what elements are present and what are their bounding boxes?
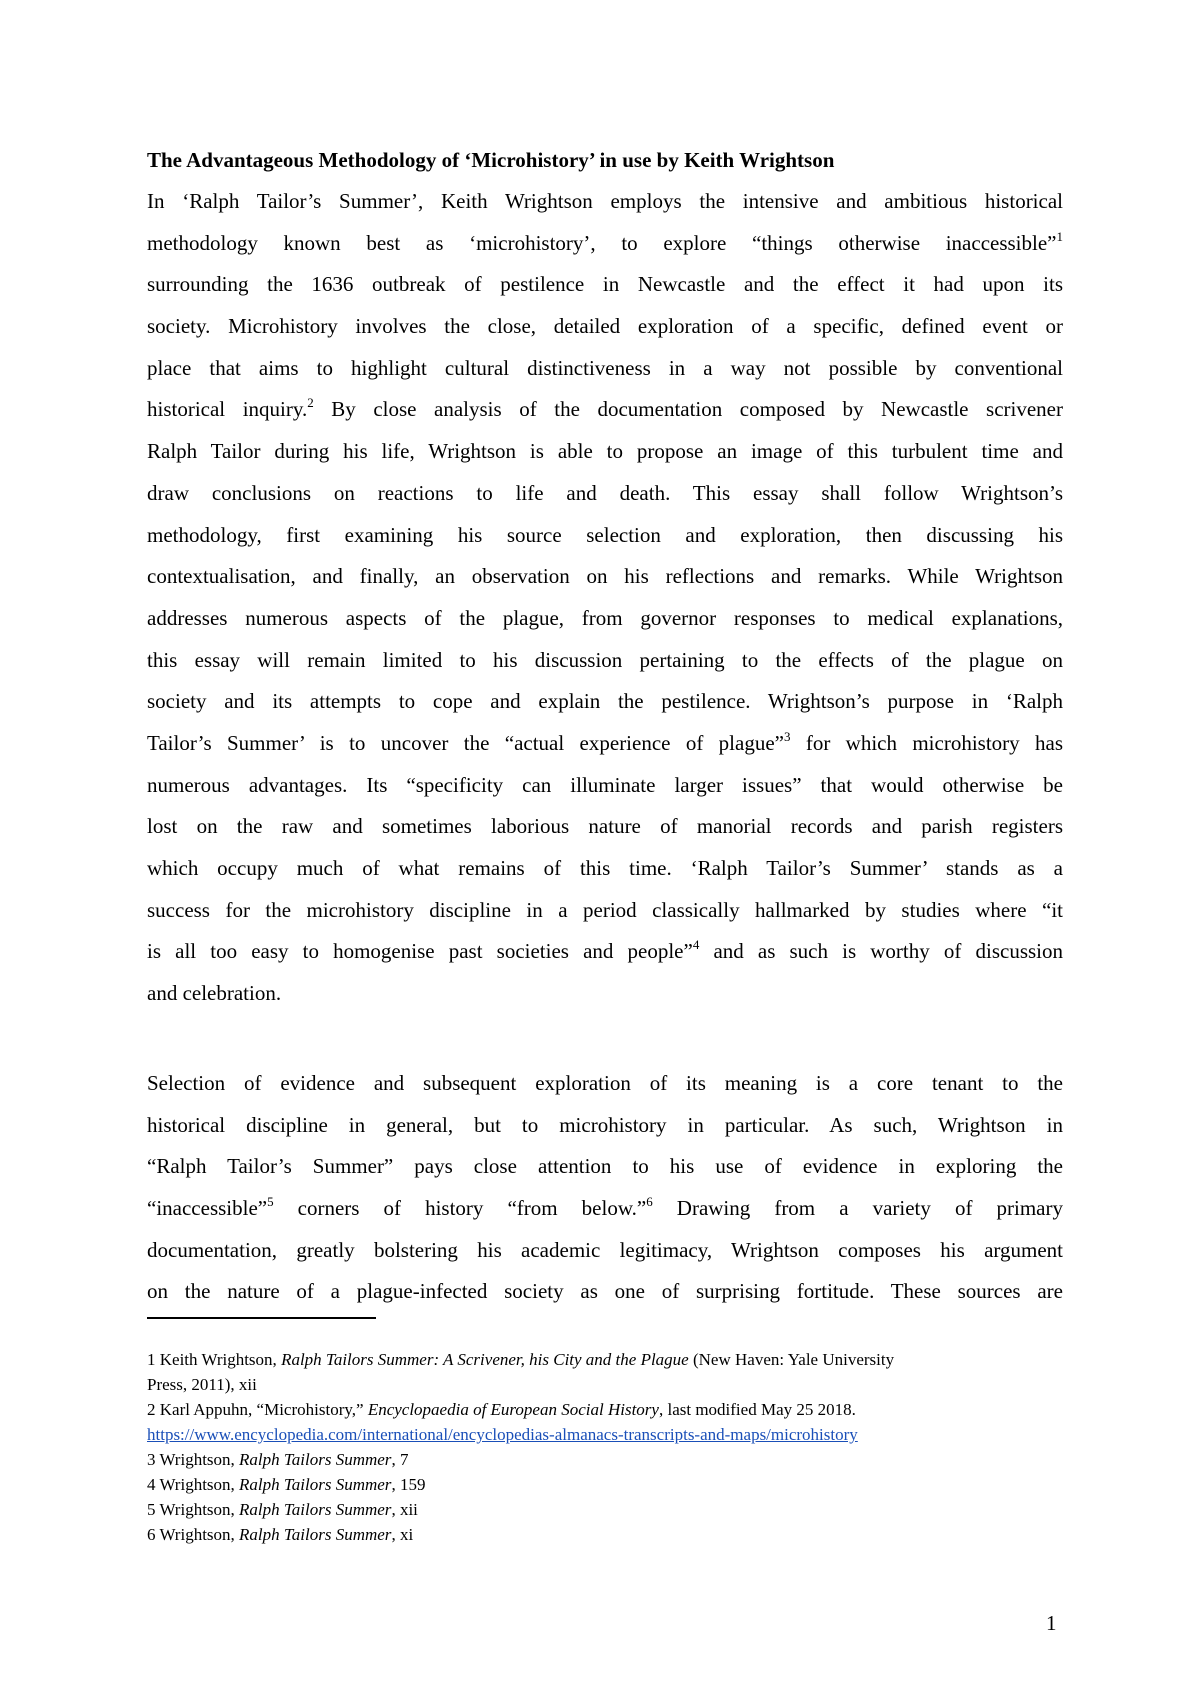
footnote-ref[interactable]: 6 xyxy=(646,1194,653,1210)
text-run: Tailor’s Summer’ is to uncover the “actual experience of plague” xyxy=(147,730,784,755)
footnote-title: Encyclopaedia of European Social History xyxy=(367,1400,659,1419)
footnote-separator xyxy=(147,1317,376,1319)
footnote-title: Ralph Tailors Summer xyxy=(239,1525,392,1544)
text-line xyxy=(147,765,1063,807)
text-run: society and its attempts to cope and explain the pestilence. Wrightson’s purpose in ‘Ralph xyxy=(147,689,1063,714)
document-title: The Advantageous Methodology of ‘Microhistory’ in use by Keith Wrightson xyxy=(147,148,835,172)
text-run: historical inquiry. xyxy=(147,397,308,422)
footnote-item xyxy=(147,1347,1067,1397)
footnote-text: , xii xyxy=(391,1500,418,1519)
text-line xyxy=(147,181,1063,223)
paragraph-2 xyxy=(147,1063,1063,1313)
text-line xyxy=(147,598,1063,640)
text-run: Selection of evidence and subsequent exploration of its meaning is a core tenant to the xyxy=(147,1071,1063,1095)
footnote-item xyxy=(147,1472,1067,1497)
footnote-ref[interactable]: 2 xyxy=(307,395,314,411)
text-line xyxy=(147,473,1063,515)
text-line xyxy=(147,1230,1063,1272)
text-line xyxy=(147,723,1063,765)
text-run: place that aims to highlight cultural distinctiveness in a way not possible by conventional xyxy=(147,355,1063,380)
text-run: numerous advantages. Its “specificity can illuminate larger issues” that would otherwise be xyxy=(147,772,1063,797)
text-line xyxy=(147,1271,1063,1313)
footnote-text: , last modified May 25 2018. xyxy=(658,1400,856,1419)
footnote-text: Wrightson, xyxy=(155,1525,240,1544)
footnote-item xyxy=(147,1522,1067,1547)
text-line xyxy=(147,1146,1063,1188)
text-run: addresses numerous aspects of the plague, from governor responses to medical explanations, xyxy=(147,605,1063,630)
footnote-number: 1 xyxy=(147,1350,156,1369)
footnote-text: Wrightson, xyxy=(155,1500,240,1519)
text-run: is all too easy to homogenise past societies and people” xyxy=(147,939,693,964)
text-run: Ralph Tailor during his life, Wrightson is able to propose an image of this turbulent time and xyxy=(147,439,1063,464)
footnote-text: , 159 xyxy=(391,1475,426,1494)
text-line xyxy=(147,306,1063,348)
footnote-text: , xi xyxy=(391,1525,414,1544)
text-line xyxy=(147,806,1063,848)
footnote-number: 4 xyxy=(147,1475,156,1494)
paragraph-1 xyxy=(147,181,1063,1015)
footnote-number: 2 xyxy=(147,1400,156,1419)
text-run: society. Microhistory involves the close, detailed exploration of a specific, defined event or xyxy=(147,314,1063,339)
footnote-text: Press, 2011), xii xyxy=(147,1375,257,1394)
footnote-title: Ralph Tailors Summer xyxy=(239,1475,392,1494)
footnote-ref[interactable]: 1 xyxy=(1056,228,1063,244)
text-line xyxy=(147,1105,1063,1147)
footnote-title: Ralph Tailors Summer: A Scrivener, his City and the Plague xyxy=(281,1350,689,1369)
footnote-ref[interactable]: 3 xyxy=(783,728,791,744)
text-run: methodology known best as ‘microhistory’, to explore “things otherwise inaccessible” xyxy=(147,230,1057,255)
text-run: corners of history “from below.” xyxy=(273,1196,647,1221)
text-line xyxy=(147,931,1063,973)
footnote-text: (New Haven: Yale University xyxy=(688,1350,895,1369)
text-run: and celebration. xyxy=(147,981,282,1006)
text-line xyxy=(147,556,1063,598)
footnote-title: Ralph Tailors Summer xyxy=(239,1450,392,1469)
text-line xyxy=(147,1063,1063,1105)
footnote-text: Wrightson, xyxy=(155,1450,240,1469)
text-run: “Ralph Tailor’s Summer” pays close attention to his use of evidence in exploring the xyxy=(147,1154,1063,1179)
footnote-title: Ralph Tailors Summer xyxy=(239,1500,392,1519)
text-line xyxy=(147,389,1063,431)
text-line xyxy=(147,973,1063,1015)
footnote-item xyxy=(147,1447,1067,1472)
footnote-ref[interactable]: 4 xyxy=(692,937,700,953)
footnote-link[interactable]: https://www.encyclopedia.com/international/encyclopedias-almanacs-transcripts-and-maps/microhistory xyxy=(147,1425,858,1444)
text-line xyxy=(147,681,1063,723)
text-run: contextualisation, and finally, an observation on his reflections and remarks. While Wrightson xyxy=(147,564,1063,589)
footnotes xyxy=(147,1347,1067,1547)
text-line xyxy=(147,640,1063,682)
footnote-item xyxy=(147,1397,1067,1447)
text-run: on the nature of a plague-infected society as one of surprising fortitude. These sources are xyxy=(147,1279,1063,1304)
text-run: In ‘Ralph Tailor’s Summer’, Keith Wrightson employs the intensive and ambitious historical xyxy=(147,189,1063,213)
footnote-ref[interactable]: 5 xyxy=(267,1194,274,1210)
footnote-link-line xyxy=(147,1422,1067,1447)
footnote-number: 3 xyxy=(147,1450,156,1469)
text-run: methodology, first examining his source selection and exploration, then discussing his xyxy=(147,522,1063,547)
text-line xyxy=(147,348,1063,390)
text-run: for which microhistory has xyxy=(790,730,1064,755)
text-line xyxy=(147,890,1063,932)
text-line xyxy=(147,515,1063,557)
text-run: surrounding the 1636 outbreak of pestilence in Newcastle and the effect it had upon its xyxy=(147,272,1063,297)
footnote-text: , 7 xyxy=(391,1450,409,1469)
text-line xyxy=(147,848,1063,890)
text-run: lost on the raw and sometimes laborious nature of manorial records and parish registers xyxy=(147,814,1063,839)
text-run: “inaccessible” xyxy=(147,1196,268,1221)
page-number: 1 xyxy=(1046,1611,1057,1635)
text-run: which occupy much of what remains of this time. ‘Ralph Tailor’s Summer’ stands as a xyxy=(147,856,1063,880)
text-run: documentation, greatly bolstering his academic legitimacy, Wrightson composes his argument xyxy=(147,1237,1063,1262)
text-line xyxy=(147,264,1063,306)
footnote-text: Wrightson, xyxy=(155,1475,240,1494)
footnote-text: Karl Appuhn, “Microhistory,” xyxy=(155,1400,368,1419)
text-line xyxy=(147,431,1063,473)
text-run: Drawing from a variety of primary xyxy=(652,1196,1063,1221)
text-line xyxy=(147,223,1063,265)
text-run: and as such is worthy of discussion xyxy=(699,939,1063,964)
footnote-number: 6 xyxy=(147,1525,156,1544)
text-run: historical discipline in general, but to microhistory in particular. As such, Wrightson in xyxy=(147,1112,1063,1137)
footnote-item xyxy=(147,1497,1067,1522)
footnote-number: 5 xyxy=(147,1500,156,1519)
text-run: draw conclusions on reactions to life and death. This essay shall follow Wrightson’s xyxy=(147,480,1063,505)
text-run: By close analysis of the documentation composed by Newcastle scrivener xyxy=(313,397,1063,422)
footnote-text: Keith Wrightson, xyxy=(155,1350,282,1369)
text-line xyxy=(147,1188,1063,1230)
text-run: this essay will remain limited to his discussion pertaining to the effects of the plague on xyxy=(147,647,1063,672)
text-run: success for the microhistory discipline in a period classically hallmarked by studies where “it xyxy=(147,897,1063,922)
